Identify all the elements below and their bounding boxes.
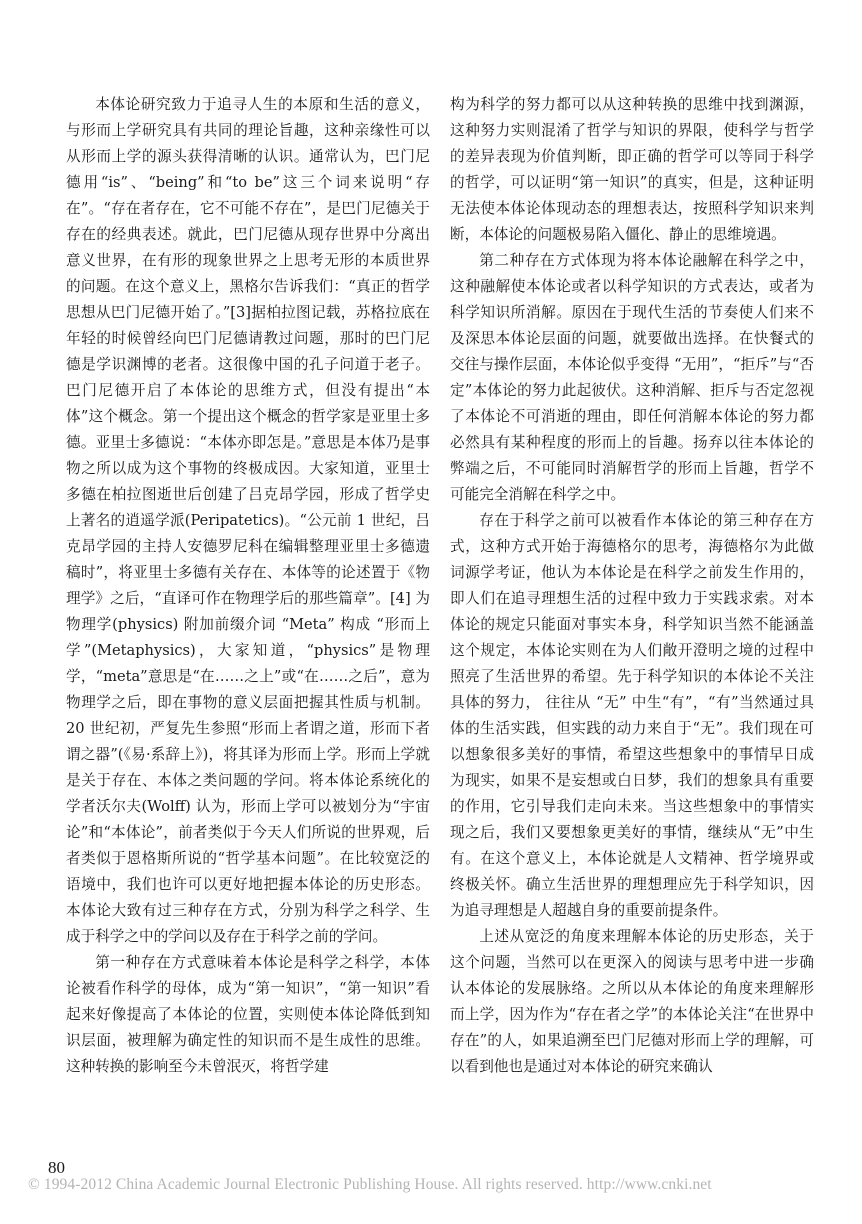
page-number: 80 xyxy=(48,1158,65,1177)
paragraph-summary: 上述从宽泛的角度来理解本体论的历史形态，关于这个问题，当然可以在更深入的阅读与思考中进一步确认本体论的发展脉络。之所以从本体论的角度来理解形而上学，因为作为“存在者之学”的本体论关注“在世界中存在”的人，如果追溯至巴门尼德对形而上学的理解，可以看到他也是通过对本体论的研究来确认 xyxy=(450,928,814,1075)
left-column xyxy=(66,92,430,1080)
paragraph-ontology-origins: 本体论研究致力于追寻人生的本原和生活的意义，与形而上学研究具有共同的理论旨趣，这种亲缘性可以从形而上学的源头获得清晰的认识。通常认为，巴门尼德用“is”、“being”和“to be”这三个词来说明“存在”。“存在者存在，它不可能不存在”，是巴门尼德关于存在的经典表述。就此，巴门尼德从现存世界中分离出意义世界，在有形的现象世界之上思考无形的本质世界的问题。在这个意义上，黑格尔告诉我们：“真正的哲学思想从巴门尼德开始了。”[3]据柏拉图记载，苏格拉底在年轻的时候曾经向巴门尼德请教过问题，那时的巴门尼德是学识渊博的老者。这很像中国的孔子问道于老子。巴门尼德开启了本体论的思维方式，但没有提出“本体”这个概念。第一个提出这个概念的哲学家是亚里士多德。亚里士多德说：“本体亦即怎是。”意思是本体乃是事物之所以成为这个事物的终极成因。大家知道，亚里士多德在柏拉图逝世后创建了吕克昂学园，形成了哲学史上著名的逍遥学派(Peripatetics)。“公元前 1 世纪，吕克昂学园的主持人安德罗尼科在编辑整理亚里士多德遗稿时”，将亚里士多德有关存在、本体等的论述置于《物理学》之后，“直译可作在物理学后的那些篇章”。[4] 为物理学(physics) 附加前缀介词 “Meta” 构成 “形而上学”(Metaphysics)，大家知道，“physics”是物理学，“meta”意思是“在……之上”或“在……之后”，意为物理学之后，即在事物的意义层面把握其性质与机制。20 世纪初，严复先生参照“形而上者谓之道，形而下者谓之器”(《易·系辞上》)，将其译为形而上学。形而上学就是关于存在、本体之类问题的学问。将本体论系统化的学者沃尔夫(Wolff) 认为，形而上学可以被划分为“宇宙论”和“本体论”，前者类似于今天人们所说的世界观，后者类似于恩格斯所说的“哲学基本问题”。在比较宽泛的语境中，我们也许可以更好地把握本体论的历史形态。本体论大致有过三种存在方式，分别为科学之科学、生成于科学之中的学问以及存在于科学之前的学问。 xyxy=(66,96,430,945)
paragraph-third-mode: 存在于科学之前可以被看作本体论的第三种存在方式，这种方式开始于海德格尔的思考，海德格尔为此做词源学考证，他认为本体论是在科学之前发生作用的，即人们在追寻理想生活的过程中致力于实践求索。对本体论的规定只能面对事实本身，科学知识当然不能涵盖这个规定，本体论实则在为人们敞开澄明之境的过程中照亮了生活世界的希望。先于科学知识的本体论不关注具体的努力， 往往从 “无” 中生“有”，“有”当然通过具体的生活实践，但实践的动力来自于“无”。我们现在可以想象很多美好的事情，希望这些想象中的事情早日成为现实，如果不是妄想或白日梦，我们的想象具有重要的作用，它引导我们走向未来。当这些想象中的事情实现之后，我们又要想象更美好的事情，继续从“无”中生有。在这个意义上，本体论就是人文精神、哲学境界或终极关怀。确立生活世界的理想理应先于科学知识，因为追寻理想是人超越自身的重要前提条件。 xyxy=(450,512,814,919)
copyright-footer: © 1994-2012 China Academic Journal Electronic Publishing House. All rights reserved. http://www.cnki.net xyxy=(28,1176,712,1193)
paragraph-first-mode-continued: 构为科学的努力都可以从这种转换的思维中找到渊源，这种努力实则混淆了哲学与知识的界限，使科学与哲学的差异表现为价值判断，即正确的哲学可以等同于科学的哲学，可以证明“第一知识”的真实，但是，这种证明无法使本体论体现动态的理想表达，按照科学知识来判断，本体论的问题极易陷入僵化、静止的思维境遇。 xyxy=(450,96,814,243)
right-column xyxy=(450,92,814,1080)
paragraph-second-mode: 第二种存在方式体现为将本体论融解在科学之中，这种融解使本体论或者以科学知识的方式表达，或者为科学知识所消解。原因在于现代生活的节奏使人们来不及深思本体论层面的问题，就要做出选择。在快餐式的交往与操作层面，本体论似乎变得 “无用”，“拒斥”与“否定”本体论的努力此起彼伏。这种消解、拒斥与否定忽视了本体论不可消逝的理由，即任何消解本体论的努力都必然具有某种程度的形而上的旨趣。扬弃以往本体论的弊端之后，不可能同时消解哲学的形而上旨趣，哲学不可能完全消解在科学之中。 xyxy=(450,252,814,503)
paragraph-first-mode: 第一种存在方式意味着本体论是科学之科学，本体论被看作科学的母体，成为“第一知识”，“第一知识”看起来好像提高了本体论的位置，实则使本体论降低到知识层面，被理解为确定性的知识而不是生成性的思维。这种转换的影响至今未曾泯灭，将哲学建 xyxy=(66,954,430,1075)
